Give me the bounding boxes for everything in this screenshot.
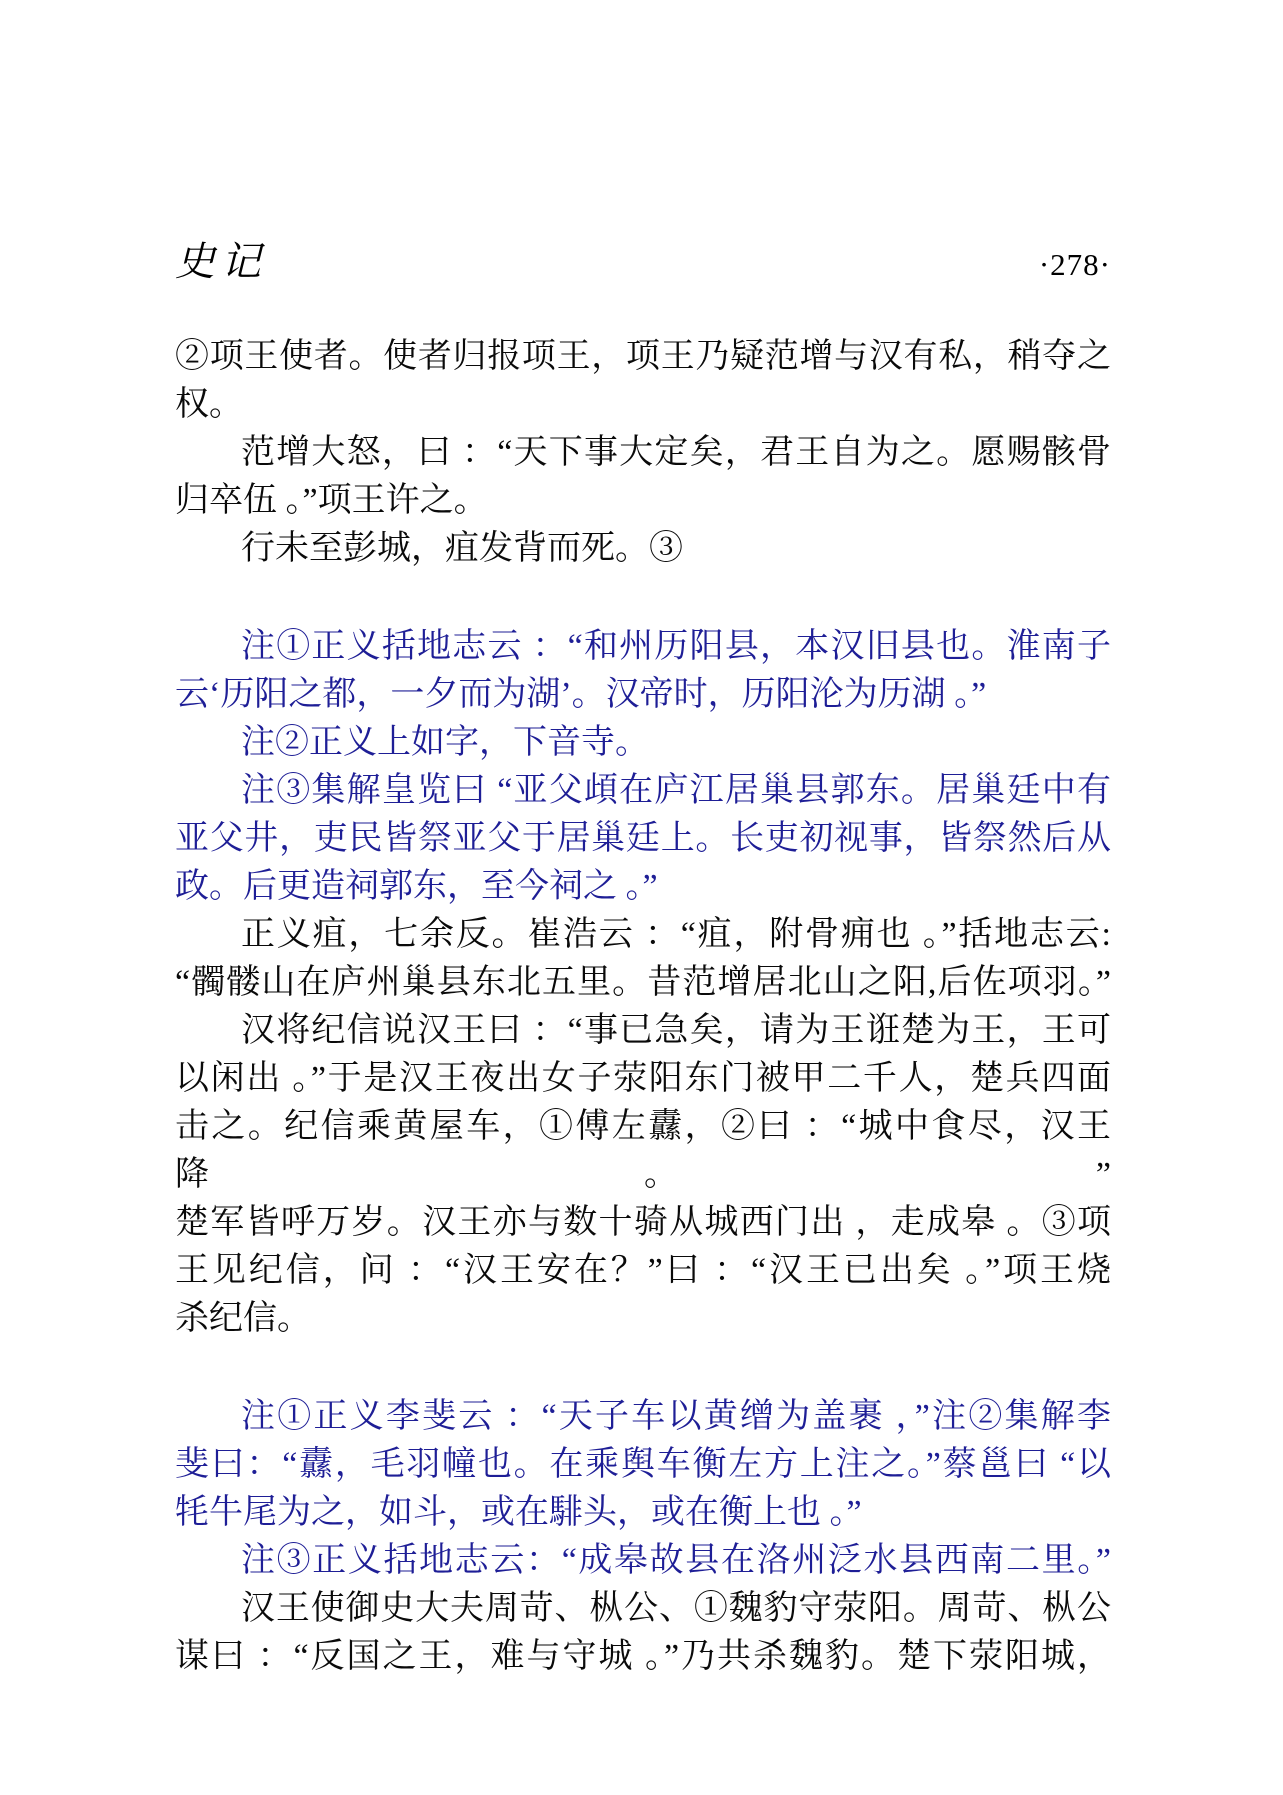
annotation-line: 注②正义上如字，下音寺。: [241, 724, 649, 761]
text-line: “髑髅山在庐州巢县东北五里。昔范增居北山之阳,后佐项羽。”: [175, 964, 1111, 1001]
annotation-line: 注③集解皇览曰 “亚父頉在庐江居巢县郭东。居巢廷中有: [241, 772, 1111, 809]
text-line: 谋曰 ：“反国之王，难与守城 。”乃共杀魏豹。楚下荥阳城，: [175, 1638, 1111, 1675]
text-line: 楚军皆呼万岁。汉王亦与数十骑从城西门出 ，走成皋 。③项: [175, 1204, 1111, 1241]
annotation-line: 政。后更造祠郭东，至今祠之 。”: [175, 868, 658, 905]
text-line: 汉将纪信说汉王曰 ：“事已急矣，请为王诳楚为王，王可: [241, 1012, 1111, 1049]
text-line: 击之。纪信乘黄屋车，①傅左纛，②曰 ：“城中食尽，汉王降。”: [175, 1108, 1111, 1193]
annotation-line: 注③正义括地志云：“成皋故县在洛州泛水县西南二里。”: [241, 1542, 1111, 1579]
annotation-line: 亚父井，吏民皆祭亚父于居巢廷上。长吏初视事，皆祭然后从: [175, 820, 1111, 857]
annotation-line: 斐曰：“纛，毛羽幢也。在乘舆车衡左方上注之。”蔡邕曰 “以: [175, 1446, 1111, 1483]
book-title: 史记: [175, 239, 267, 284]
text-line: 正义疽，七余反。崔浩云 ：“疽，附骨痈也 。”括地志云:: [241, 916, 1111, 953]
page-content: [175, 230, 1111, 1681]
text-line: 杀纪信。: [175, 1300, 311, 1337]
text-line: 以闲出 。”于是汉王夜出女子荥阳东门被甲二千人，楚兵四面: [175, 1060, 1111, 1097]
text-line: ②项王使者。使者归报项王，项王乃疑范增与汉有私，稍夺之: [175, 338, 1111, 375]
text-line: 归卒伍 。”项王许之。: [175, 482, 488, 519]
text-line: 王见纪信，问 ：“汉王安在？”曰 ：“汉王已出矣 。”项王烧: [175, 1252, 1111, 1289]
annotation-line: 牦牛尾为之，如斗，或在騑头，或在衡上也 。”: [175, 1494, 862, 1531]
text-line: 汉王使御史大夫周苛、枞公、①魏豹守荥阳。周苛、枞公: [241, 1590, 1111, 1627]
annotation-line: 注①正义李斐云 ：“天子车以黄缯为盖裹 ，”注②集解李: [241, 1398, 1111, 1435]
text-body: [175, 333, 1111, 1681]
page-header: [175, 230, 1111, 287]
text-line: 范增大怒，曰 ：“天下事大定矣，君王自为之。愿赐骸骨: [241, 434, 1111, 471]
annotation-line: 云‘历阳之都，一夕而为湖’。汉帝时，历阳沦为历湖 。”: [175, 676, 987, 713]
text-line: 行未至彭城，疽发背而死。③: [241, 530, 683, 567]
text-line: 权。: [175, 386, 243, 423]
page-number: ·278·: [1038, 247, 1111, 282]
annotation-line: 注①正义括地志云 ：“和州历阳县，本汉旧县也。淮南子: [241, 628, 1111, 665]
